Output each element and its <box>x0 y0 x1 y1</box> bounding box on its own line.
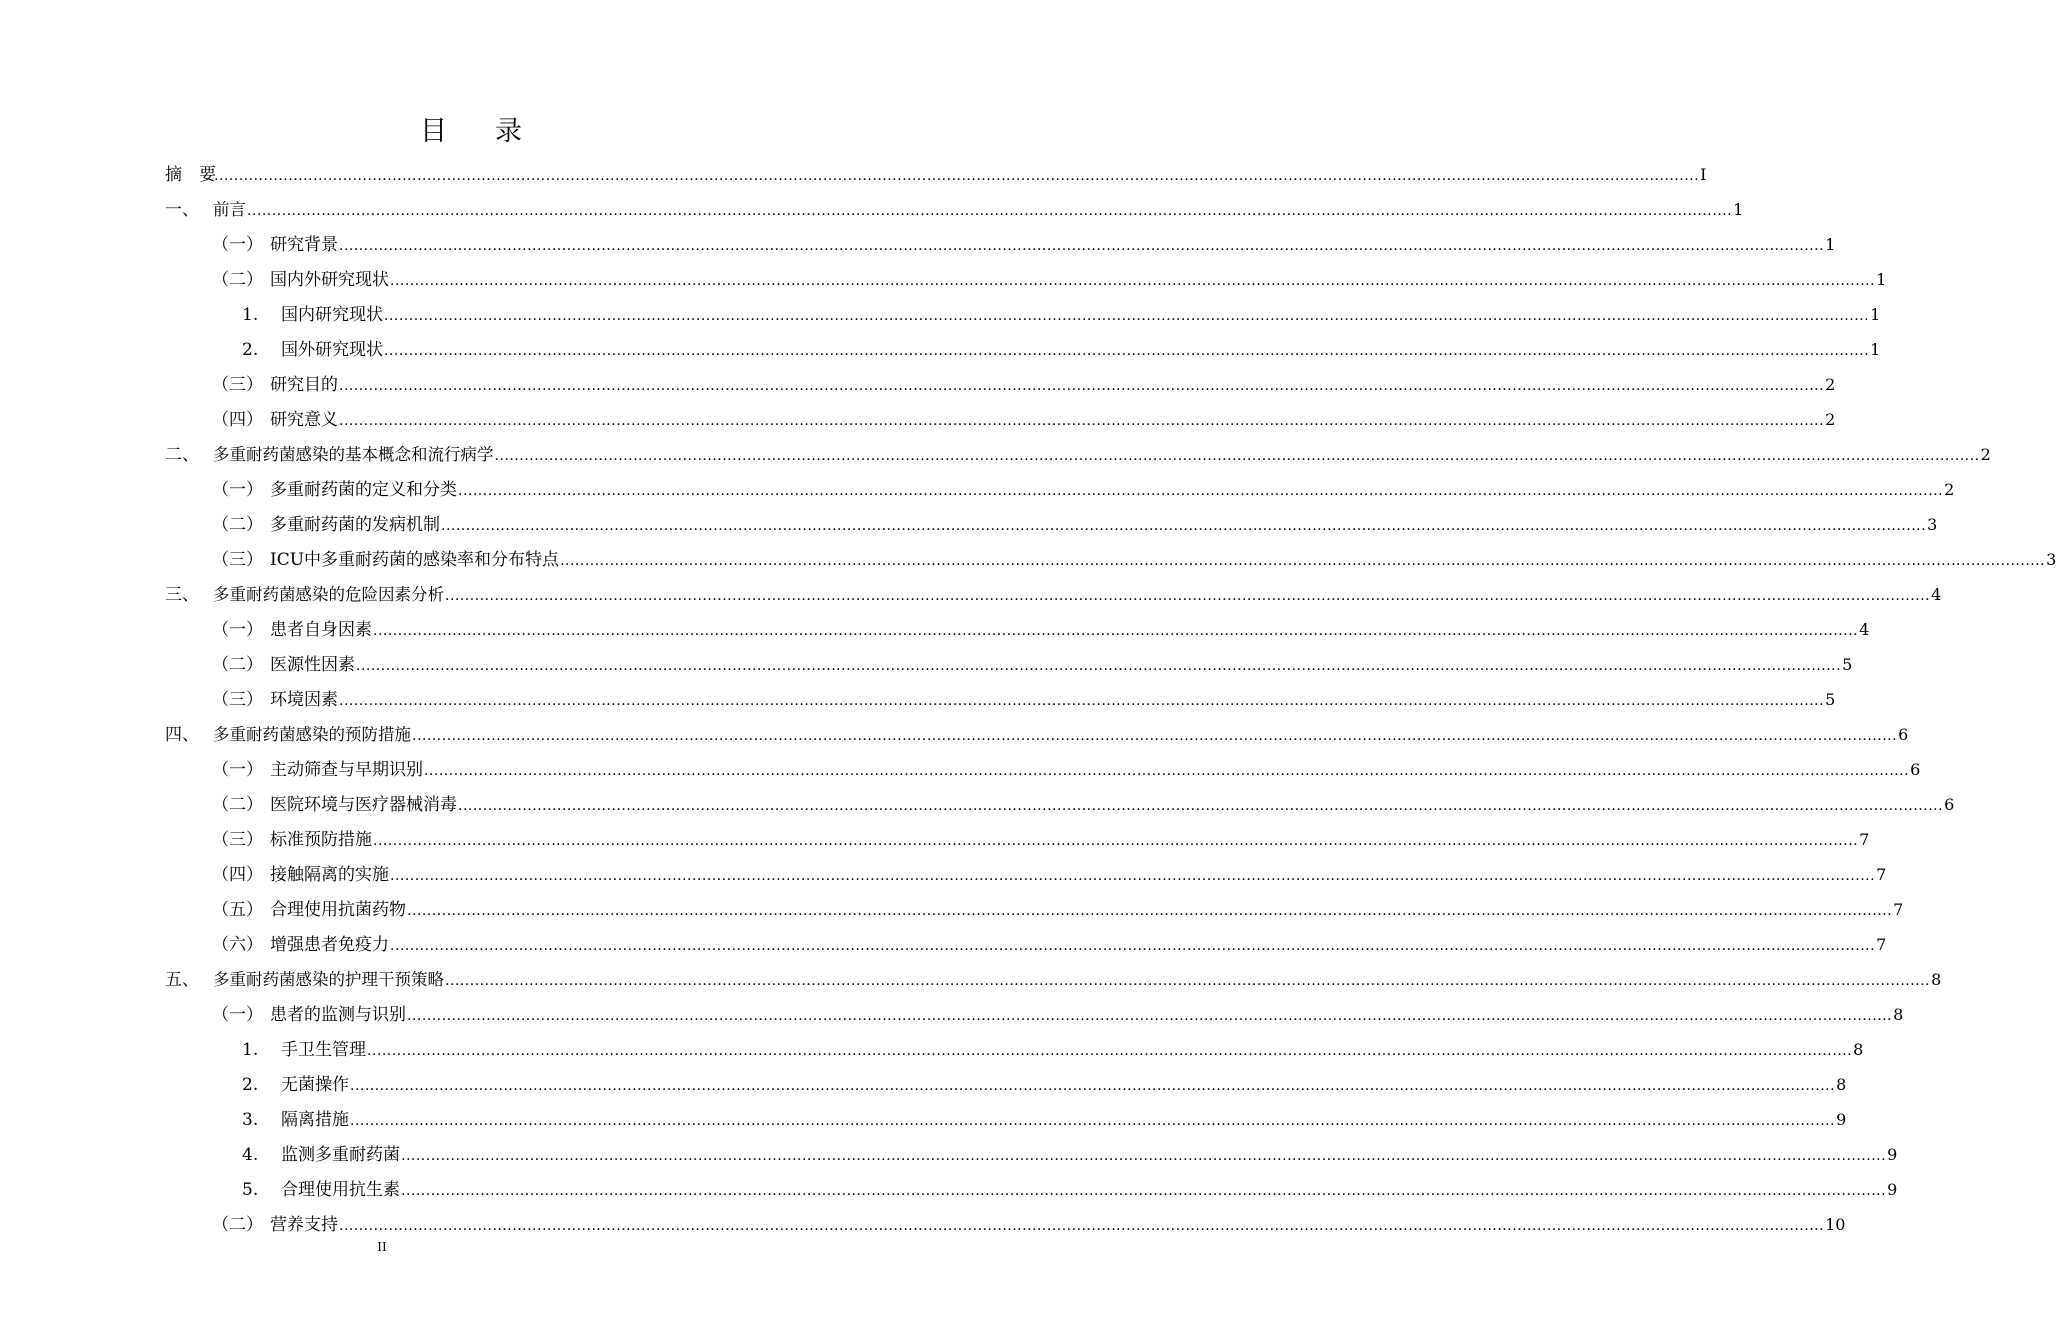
toc-entry-label: 合理使用抗菌药物 <box>270 900 406 920</box>
toc-entry[interactable] <box>165 1207 1846 1242</box>
toc-entry[interactable] <box>165 612 1870 647</box>
toc-entry-number: （一） <box>212 760 263 780</box>
toc-entry-label: 多重耐药菌感染的基本概念和流行病学 <box>213 445 494 464</box>
toc-entry-page: I <box>1700 165 1707 184</box>
toc-entry-page: 2 <box>1825 375 1836 394</box>
toc-dot-leader: ............................................................................................................................................................................................................................................................................................................ <box>339 413 1825 429</box>
toc-entry[interactable] <box>165 262 1887 297</box>
toc-entry-number: （三） <box>212 690 263 710</box>
toc-entry[interactable] <box>165 647 1853 682</box>
toc-entry-page: 7 <box>1876 935 1887 954</box>
toc-entry-number: （一） <box>212 1005 263 1025</box>
toc-entry-page: 8 <box>1931 970 1942 989</box>
toc-entry[interactable] <box>165 542 2056 577</box>
toc-entry-label: 合理使用抗生素 <box>281 1180 400 1200</box>
toc-entry-page: 6 <box>1898 725 1909 744</box>
toc-entry[interactable] <box>165 892 1904 927</box>
toc-entry-number: （四） <box>212 865 263 885</box>
toc-dot-leader: ............................................................................................................................................................................................................................................................................................................ <box>407 903 1893 919</box>
toc-entry-number: 2. <box>242 1075 259 1095</box>
toc-entry-number: （二） <box>212 655 263 675</box>
toc-dot-leader: ............................................................................................................................................................................................................................................................................................................ <box>458 483 1944 499</box>
toc-entry-number: 一、 <box>165 200 199 220</box>
toc-entry-number: 三、 <box>165 585 199 605</box>
toc-dot-leader: ............................................................................................................................................................................................................................................................................................................ <box>356 658 1842 674</box>
toc-entry-label: 手卫生管理 <box>281 1040 366 1060</box>
toc-entry-page: 5 <box>1825 690 1836 709</box>
toc-entry[interactable] <box>165 857 1887 892</box>
toc-entry-page: 7 <box>1859 830 1870 849</box>
toc-entry[interactable] <box>165 752 1921 787</box>
toc-dot-leader: ............................................................................................................................................................................................................................................................................................................ <box>339 1218 1825 1234</box>
toc-entry-label: 多重耐药菌的定义和分类 <box>270 480 457 500</box>
toc-entry[interactable] <box>165 1067 1847 1102</box>
toc-dot-leader: ............................................................................................................................................................................................................................................................................................................ <box>350 1113 1836 1129</box>
page-number-footer: II <box>377 1240 387 1254</box>
toc-dot-leader: ............................................................................................................................................................................................................................................................................................................ <box>339 378 1825 394</box>
toc-entry-number: 5. <box>242 1180 259 1200</box>
toc-entry-page: 9 <box>1887 1180 1898 1199</box>
toc-entry-label: 国外研究现状 <box>281 340 383 360</box>
toc-entry-page: 3 <box>2046 550 2056 569</box>
toc-entry-number: 摘 要 <box>165 165 216 185</box>
toc-entry-page: 1 <box>1876 270 1887 289</box>
toc-dot-leader: ............................................................................................................................................................................................................................................................................................................ <box>441 518 1927 534</box>
toc-entry[interactable] <box>165 297 1881 332</box>
toc-entry-page: 4 <box>1931 585 1942 604</box>
toc-entry-label: 标准预防措施 <box>270 830 372 850</box>
toc-entry[interactable] <box>165 437 1991 472</box>
toc-entry[interactable] <box>165 787 1955 822</box>
toc-dot-leader: ............................................................................................................................................................................................................................................................................................................ <box>373 623 1859 639</box>
toc-entry-page: 5 <box>1842 655 1853 674</box>
toc-dot-leader: ............................................................................................................................................................................................................................................................................................................ <box>458 798 1944 814</box>
toc-entry-page: 1 <box>1733 200 1744 219</box>
toc-entry-number: （三） <box>212 375 263 395</box>
toc-entry[interactable] <box>165 717 1909 752</box>
toc-entry-label: 营养支持 <box>270 1215 338 1235</box>
toc-entry-number: （一） <box>212 480 263 500</box>
toc-dot-leader: ............................................................................................................................................................................................................................................................................................................ <box>390 273 1876 289</box>
toc-entry-page: 8 <box>1893 1005 1904 1024</box>
toc-entry-page: 2 <box>1944 480 1955 499</box>
toc-dot-leader: ............................................................................................................................................................................................................................................................................................................ <box>401 1148 1887 1164</box>
toc-entry[interactable] <box>165 822 1870 857</box>
toc-dot-leader: ............................................................................................................................................................................................................................................................................................................ <box>494 448 1980 464</box>
toc-dot-leader: ............................................................................................................................................................................................................................................................................................................ <box>339 693 1825 709</box>
toc-entry-number: （五） <box>212 900 263 920</box>
toc-dot-leader: ............................................................................................................................................................................................................................................................................................................ <box>445 973 1931 989</box>
toc-dot-leader: ............................................................................................................................................................................................................................................................................................................ <box>390 868 1876 884</box>
toc-entry-label: ICU中多重耐药菌的感染率和分布特点 <box>270 550 560 570</box>
toc-entry-page: 2 <box>1825 410 1836 429</box>
toc-entry-label: 多重耐药菌感染的危险因素分析 <box>213 585 444 604</box>
toc-entry-number: （三） <box>212 550 263 570</box>
toc-entry-label: 监测多重耐药菌 <box>281 1145 400 1165</box>
toc-entry-number: （一） <box>212 620 263 640</box>
toc-dot-leader: ............................................................................................................................................................................................................................................................................................................ <box>424 763 1910 779</box>
toc-entry[interactable] <box>165 192 1744 227</box>
toc-entry[interactable] <box>165 472 1955 507</box>
toc-entry-page: 8 <box>1853 1040 1864 1059</box>
toc-entry[interactable] <box>165 332 1881 367</box>
toc-entry[interactable] <box>165 367 1836 402</box>
toc-entry[interactable] <box>165 682 1836 717</box>
toc-entry-label: 无菌操作 <box>281 1075 349 1095</box>
toc-entry-page: 2 <box>1980 445 1991 464</box>
toc-entry-number: 1. <box>242 305 259 325</box>
toc-entry-number: （六） <box>212 935 263 955</box>
toc-dot-leader: ............................................................................................................................................................................................................................................................................................................ <box>339 238 1825 254</box>
toc-dot-leader: ............................................................................................................................................................................................................................................................................................................ <box>412 728 1898 744</box>
toc-entry-number: （二） <box>212 270 263 290</box>
toc-entry-label: 研究目的 <box>270 375 338 395</box>
toc-entry[interactable] <box>165 157 1707 192</box>
toc-entry-number: （一） <box>212 235 263 255</box>
toc-entry-label: 接触隔离的实施 <box>270 865 389 885</box>
toc-dot-leader: ............................................................................................................................................................................................................................................................................................................ <box>384 343 1870 359</box>
toc-dot-leader: ............................................................................................................................................................................................................................................................................................................ <box>560 553 2046 569</box>
toc-entry-label: 医源性因素 <box>270 655 355 675</box>
toc-dot-leader: ............................................................................................................................................................................................................................................................................................................ <box>350 1078 1836 1094</box>
toc-entry-number: 五、 <box>165 970 199 990</box>
toc-entry[interactable] <box>165 962 1942 997</box>
toc-entry-number: （四） <box>212 410 263 430</box>
toc-dot-leader: ............................................................................................................................................................................................................................................................................................................ <box>401 1183 1887 1199</box>
toc-dot-leader: ............................................................................................................................................................................................................................................................................................................ <box>214 168 1700 184</box>
toc-entry-page: 7 <box>1876 865 1887 884</box>
toc-dot-leader: ............................................................................................................................................................................................................................................................................................................ <box>390 938 1876 954</box>
toc-entry-page: 6 <box>1910 760 1921 779</box>
toc-entry-page: 8 <box>1836 1075 1847 1094</box>
toc-dot-leader: ............................................................................................................................................................................................................................................................................................................ <box>247 203 1733 219</box>
toc-entry-number: （二） <box>212 1215 263 1235</box>
toc-dot-leader: ............................................................................................................................................................................................................................................................................................................ <box>407 1008 1893 1024</box>
toc-entry[interactable] <box>165 1172 1898 1207</box>
toc-entry-label: 患者自身因素 <box>270 620 372 640</box>
toc-entry-page: 9 <box>1887 1145 1898 1164</box>
toc-entry[interactable] <box>165 402 1836 437</box>
toc-entry-label: 研究意义 <box>270 410 338 430</box>
toc-dot-leader: ............................................................................................................................................................................................................................................................................................................ <box>367 1043 1853 1059</box>
toc-entry-label: 多重耐药菌感染的护理干预策略 <box>213 970 444 989</box>
toc-entry-number: 1. <box>242 1040 259 1060</box>
toc-entry-number: （三） <box>212 830 263 850</box>
toc-entry-page: 7 <box>1893 900 1904 919</box>
toc-entry-page: 1 <box>1870 305 1881 324</box>
toc-entry-label: 主动筛查与早期识别 <box>270 760 423 780</box>
toc-entry[interactable] <box>165 1102 1847 1137</box>
toc-entry-label: 多重耐药菌的发病机制 <box>270 515 440 535</box>
toc-entry-number: （二） <box>212 515 263 535</box>
toc-entry-label: 国内研究现状 <box>281 305 383 325</box>
toc-entry-page: 9 <box>1836 1110 1847 1129</box>
toc-entry-number: 3. <box>242 1110 259 1130</box>
toc-entry[interactable] <box>165 927 1887 962</box>
toc-dot-leader: ............................................................................................................................................................................................................................................................................................................ <box>373 833 1859 849</box>
toc-entry[interactable] <box>165 227 1836 262</box>
toc-entry[interactable] <box>165 577 1942 612</box>
toc-entry-label: 国内外研究现状 <box>270 270 389 290</box>
toc-entry-page: 3 <box>1927 515 1938 534</box>
table-of-contents <box>165 157 2056 1242</box>
toc-entry[interactable] <box>165 997 1904 1032</box>
toc-entry-label: 隔离措施 <box>281 1110 349 1130</box>
toc-dot-leader: ............................................................................................................................................................................................................................................................................................................ <box>445 588 1931 604</box>
toc-entry-number: 2. <box>242 340 259 360</box>
toc-title: 目录 <box>420 116 570 147</box>
toc-entry-number: 二、 <box>165 445 199 465</box>
toc-dot-leader: ............................................................................................................................................................................................................................................................................................................ <box>384 308 1870 324</box>
toc-entry-page: 10 <box>1825 1215 1846 1234</box>
toc-entry-number: 4. <box>242 1145 259 1165</box>
toc-entry-page: 1 <box>1825 235 1836 254</box>
toc-entry-page: 4 <box>1859 620 1870 639</box>
toc-entry-number: （二） <box>212 795 263 815</box>
toc-entry-label: 增强患者免疫力 <box>270 935 389 955</box>
toc-entry[interactable] <box>165 1137 1898 1172</box>
toc-entry[interactable] <box>165 507 1938 542</box>
toc-entry-page: 1 <box>1870 340 1881 359</box>
toc-entry-label: 研究背景 <box>270 235 338 255</box>
toc-entry-label: 前言 <box>213 200 246 219</box>
toc-entry[interactable] <box>165 1032 1864 1067</box>
toc-entry-page: 6 <box>1944 795 1955 814</box>
toc-entry-label: 环境因素 <box>270 690 338 710</box>
toc-entry-label: 患者的监测与识别 <box>270 1005 406 1025</box>
toc-entry-number: 四、 <box>165 725 199 745</box>
toc-entry-label: 医院环境与医疗器械消毒 <box>270 795 457 815</box>
toc-entry-label: 多重耐药菌感染的预防措施 <box>213 725 411 744</box>
